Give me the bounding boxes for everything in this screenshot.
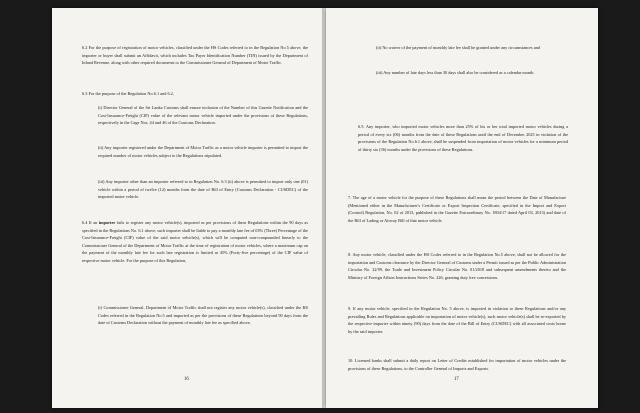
regulation-7: 7. The age of a motor vehicle for the purpose of these Regulations shall mean the period between the Date of Manufacture (Mentioned either in the Manufacturer's Certificate or Export Inspection Certificate, specified in the Import and Export (Control) Regulation, No. 02 of 2013, published in the Gazette Extraordinary No. 1804/17 dated April 03, 2013) and date of the Bill of Lading or Airway Bill of that motor vehicle. xyxy=(348,195,566,223)
regulation-9: 9. If any motor vehicle, specified in the Regulation No. 5 above, is imported in violation to these Regulations and/or any prevailing Rules and Regulations applicable on importation of motor vehicle(s), such motor vehicle(s) shall be re-exported by the respective importer within ninety (90) days from the date of the Bill of Entry (CUSDEC) with all associated costs borne by the said importer. xyxy=(348,306,566,334)
regulation-6-2: 6.2 For the purpose of registration of motor vehicles, classified under the HS Codes referred to in the Regulation No.5 above, the importer or buyer shall submit an Affidavit, which includes Tax Payer Identification Number (TIN) issued by the Department of Inland Revenue, along with other required documents to the Commissioner General of Department of Motor Traffic. xyxy=(82,45,308,66)
regulation-6-3: 6.3 For the purpose of the Regulation No.6.1 and 6.2, xyxy=(82,91,174,96)
regulation-6-3-ii: (ii) Any importer registered under the Department of Motor Traffic as a motor vehicle importer is permitted to import the required number of motor vehicles subject to the Regulations stipulated. xyxy=(98,145,308,158)
left-page xyxy=(52,8,324,408)
regulation-6-4-iii: (iii) Any number of late days less than 30 days shall also be considered as a calendar month. xyxy=(376,70,535,75)
regulation-6-4-ii: (ii) No waiver of the payment of monthly late fee shall be granted under any circumstances and xyxy=(376,45,540,50)
regulation-6-4-lead: 6.4 If an xyxy=(82,220,98,225)
regulation-6-4-body: fails to register any motor vehicle(s), imported as per provisions of these Regulations within the 90 days as specified in the Regulations No. 6.1 above, such importer shall be liable to pay a monthly late fee of 03% (Three) Percentage of the Cost-Insurance-Freight (CIF) value of the said motor vehicle(s), which will be computed non-compounded linearly to the Commissioner General of the Department of Motor Traffic at the time of registration of motor vehicles, where a maximum cap on the payment of the monthly late fee for such late registration is limited at 45% (Forty-five percentage) of the CIF value of respective motor vehicle. For the purpose of this Regulation, xyxy=(82,220,308,263)
regulation-6-4-importer: importer xyxy=(98,220,116,225)
page-number-right: 17 xyxy=(454,377,459,382)
regulation-6-4-i: (i) Commissioner General, Department of Motor Traffic shall not register any motor vehicle(s), classified under the HS Codes referred in the Regulation No.5 and imported as per the provisions of these Regulations beyond 90 days from the date of Customs Declaration without the payment of monthly late fee as specified above, xyxy=(98,305,308,326)
right-page xyxy=(326,8,598,408)
regulation-6-5: 6.5. Any importer, who imported motor vehicles more than 25% of his or her total imported motor vehicles during a period of every six (06) months from the date of these Regulations until the end of December 2025 in violation of the provisions of the Regulation No.6.1 above, shall be suspended from importation of motor vehicles for a minimum period of thirty six (36) months under the provisions of these Regulations. xyxy=(358,124,568,152)
regulation-6-3-i: (i) Director General of the Sri Lanka Customs shall ensure inclusion of the Number of this Gazette Notification and the Cost-Insurance-Freight (CIF) value of the relevant motor vehicle imported under the provisions of these Regulations, respectively in the Cage Nos. 44 and 46 of the Customs Declaration. xyxy=(98,105,308,126)
regulation-6-4 xyxy=(82,219,308,265)
regulation-10: 10. Licensed banks shall submit a daily report on Letter of Credits established for importation of motor vehicles under the provisions of these Regulations, to the Controller General of Imports and Exports. xyxy=(348,358,566,371)
regulation-8: 8. Any motor vehicle, classified under the HS Codes referred to in the Regulation No.5 above, shall not be allowed for the importation and Customs clearance by the Director General of Customs under a Permit issued as per the Public Administration Circular No. 22/99, the Trade and Investment Policy Circular No. 01/2018 and subsequent amendments thereto and the Ministry of Foreign Affairs Instructions Series No. 226, granting duty free concessions. xyxy=(348,252,566,280)
page-number-left: 16 xyxy=(184,377,189,382)
regulation-6-3-iii: (iii) Any importer other than an importer referred to in Regulation No. 6.3 (ii) above is permitted to import only one (01) vehicle within a period of twelve (12) months from the date of Bill of Entry (Customs Declaration - CUSDEC) of the imported motor vehicle. xyxy=(98,179,308,200)
